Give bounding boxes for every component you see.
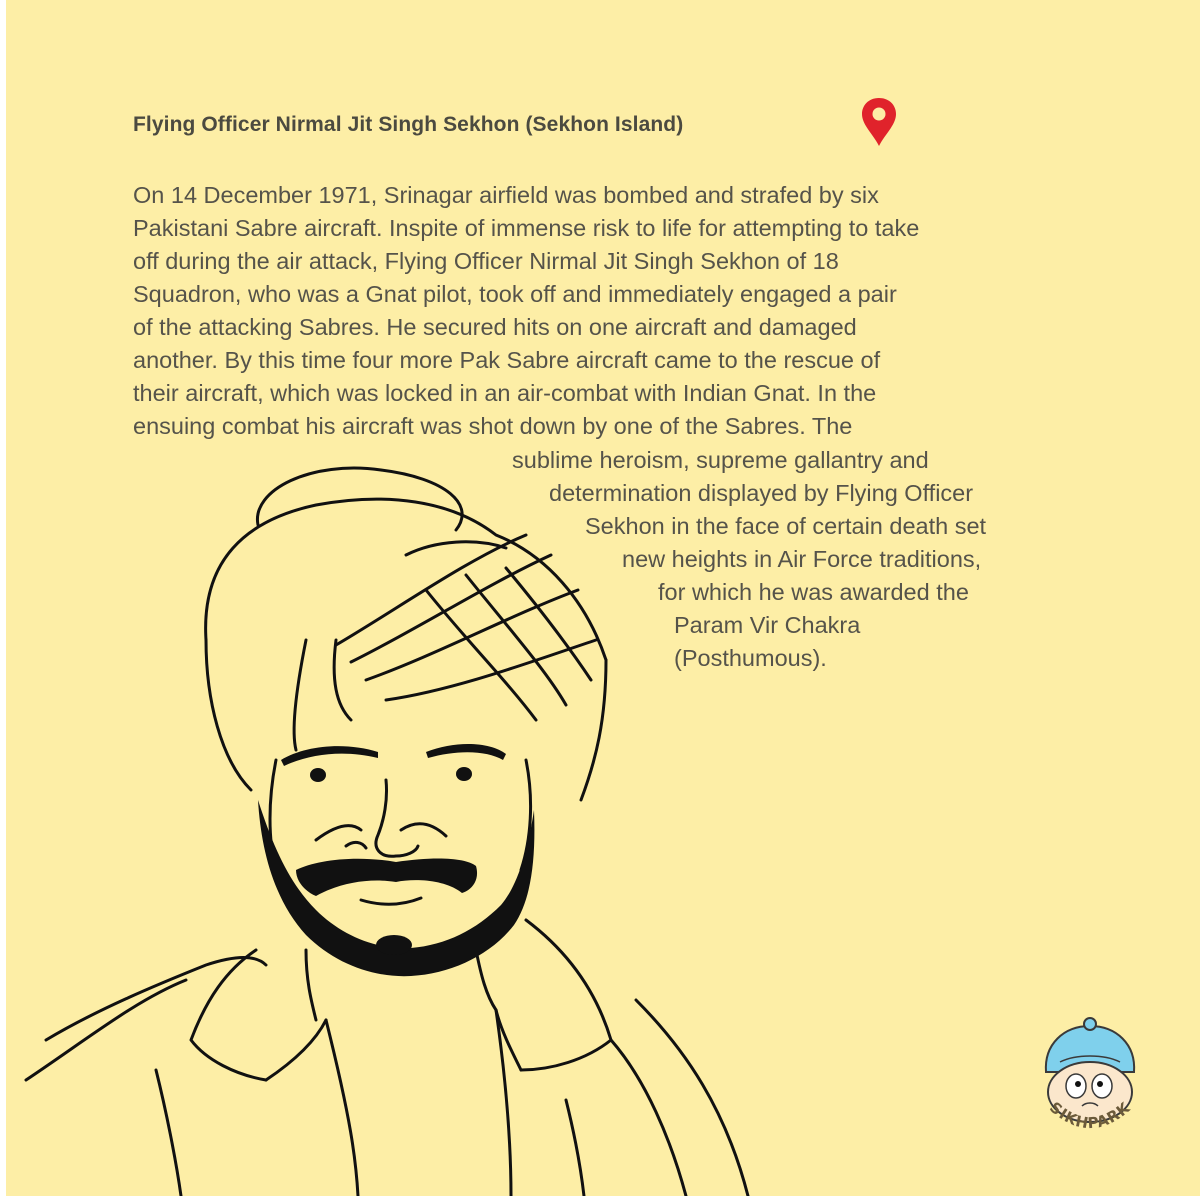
story-line: Pakistani Sabre aircraft. Inspite of immense risk to life for attempting to take — [133, 215, 920, 241]
story-line: Squadron, who was a Gnat pilot, took off and immediately engaged a pair — [133, 281, 897, 307]
poster — [6, 0, 1200, 1196]
story-line: new heights in Air Force traditions, — [622, 546, 982, 572]
story-line: off during the air attack, Flying Officer Nirmal Jit Singh Sekhon of 18 — [133, 248, 839, 274]
story-line: Sekhon in the face of certain death set — [585, 513, 987, 539]
story-line: sublime heroism, supreme gallantry and — [512, 447, 929, 473]
story-line: for which he was awarded the — [658, 579, 969, 605]
portrait-sketch — [6, 440, 906, 1196]
story-line: another. By this time four more Pak Sabre aircraft came to the rescue of — [133, 347, 881, 373]
story-line: (Posthumous). — [674, 645, 827, 671]
page-title: Flying Officer Nirmal Jit Singh Sekhon (Sekhon Island) — [133, 113, 684, 136]
logo-text-path: SIKHPARK — [1046, 1098, 1134, 1133]
story-line: On 14 December 1971, Srinagar airfield was bombed and strafed by six — [133, 182, 879, 208]
story-line: ensuing combat his aircraft was shot down by one of the Sabres. The — [133, 413, 853, 439]
story-line: of the attacking Sabres. He secured hits on one aircraft and damaged — [133, 314, 857, 340]
story-line: Param Vir Chakra — [674, 612, 861, 638]
sikhpark-logo — [1024, 1014, 1154, 1144]
location-pin-icon — [859, 96, 899, 148]
story-line: determination displayed by Flying Officer — [549, 480, 974, 506]
story-line: their aircraft, which was locked in an air-combat with Indian Gnat. In the — [133, 380, 877, 406]
